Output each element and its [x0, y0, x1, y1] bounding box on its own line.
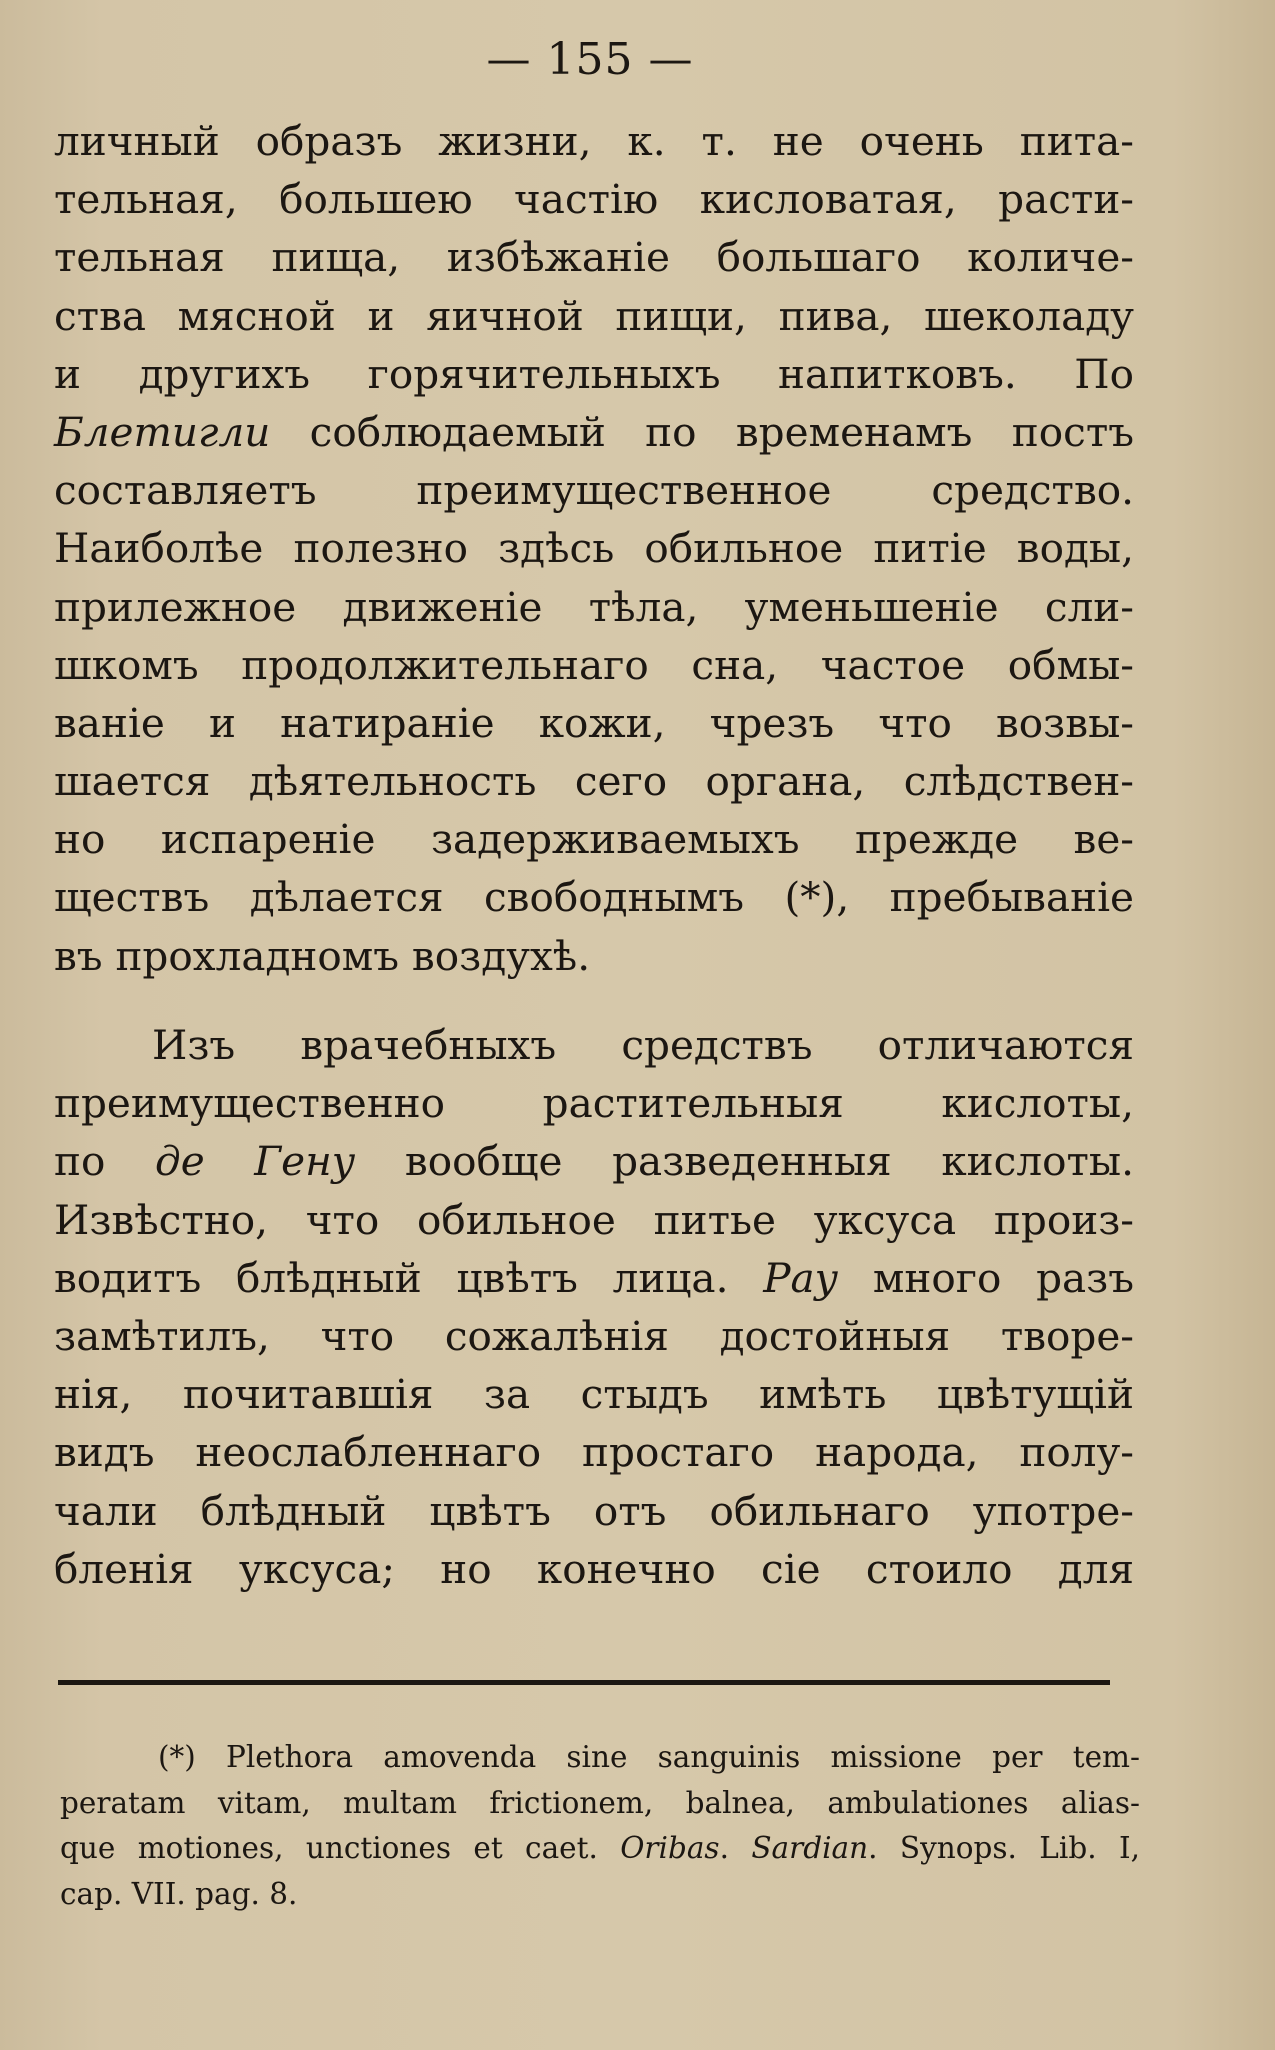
- text-line: ществъ дѣлается свободнымъ (*), пребываніе: [54, 873, 1134, 922]
- text-line: [54, 403, 1134, 461]
- footnote-line: (*) Plethora amovenda sine sanguinis missione per tem-: [158, 1740, 1140, 1774]
- text-line: чали блѣдный цвѣтъ отъ обильнаго употре-: [54, 1486, 1134, 1535]
- author-name: де Гену: [155, 1137, 356, 1186]
- text-fragment: .: [719, 1831, 752, 1865]
- footnote: [60, 1735, 1140, 1917]
- author-name: Блетигли: [54, 407, 271, 456]
- text-line: шкомъ продолжительнаго сна, частое обмы-: [54, 640, 1134, 689]
- text-line: но испареніе задерживаемыхъ прежде ве-: [54, 815, 1134, 864]
- text-line: [54, 1132, 1134, 1190]
- paragraph-2: [54, 1016, 1134, 1598]
- text-fragment: водитъ блѣдный цвѣтъ лица.: [54, 1253, 764, 1302]
- footnote-line: peratam vitam, multam frictionem, balnea, ambulationes alias-: [60, 1785, 1140, 1820]
- citation-author: Oribas: [620, 1831, 720, 1865]
- text-fragment: que motiones, unctiones et caet.: [60, 1831, 621, 1865]
- text-line: [54, 1249, 1134, 1307]
- text-line: нія, почитавшія за стыдъ имѣть цвѣтущій: [54, 1370, 1134, 1419]
- text-line: ства мясной и яичной пищи, пива, шеколаду: [54, 291, 1134, 340]
- footnote-line: [60, 1826, 1140, 1872]
- text-line: преимущественно растительныя кислоты,: [54, 1079, 1134, 1128]
- text-line: видъ неослабленнаго простаго народа, полу-: [54, 1428, 1134, 1477]
- text-fragment: много разъ: [838, 1253, 1134, 1302]
- text-line: Извѣстно, что обильное питье уксуса произ-: [54, 1195, 1134, 1244]
- author-name: Рау: [763, 1253, 839, 1302]
- text-fragment: вообще разведенныя кислоты.: [355, 1137, 1134, 1186]
- text-line: тельная пища, избѣжаніе большаго количе-: [54, 233, 1134, 282]
- text-line: и другихъ горячительныхъ напитковъ. По: [54, 349, 1134, 398]
- text-line: бленія уксуса; но конечно сіе стоило для: [54, 1544, 1134, 1593]
- text-line: Наиболѣе полезно здѣсь обильное питіе воды,: [54, 524, 1134, 573]
- text-line: Изъ врачебныхъ средствъ отличаются: [152, 1021, 1134, 1069]
- text-line: въ прохладномъ воздухѣ.: [54, 931, 591, 980]
- text-line: составляетъ преимущественное средство.: [54, 466, 1134, 515]
- footnote-line: cap. VII. pag. 8.: [60, 1876, 298, 1911]
- footnote-divider: [58, 1680, 1110, 1685]
- citation-author: Sardian: [751, 1831, 869, 1865]
- text-line: личный образъ жизни, к. т. не очень пита-: [54, 117, 1134, 165]
- text-line: замѣтилъ, что сожалѣнія достойныя творе-: [54, 1311, 1134, 1360]
- text-line: ваніе и натираніе кожи, чрезъ что возвы-: [54, 698, 1134, 747]
- page-number: — 155 —: [486, 34, 694, 85]
- text-line: тельная, большею частію кисловатая, расти-: [54, 175, 1134, 224]
- paragraph-1: [54, 112, 1134, 985]
- text-fragment: по: [54, 1137, 156, 1186]
- text-line: прилежное движеніе тѣла, уменьшеніе сли-: [54, 582, 1134, 631]
- text-fragment: . Synops. Lib. I,: [868, 1831, 1140, 1865]
- text-line: шается дѣятельность сего органа, слѣдствен-: [54, 757, 1134, 806]
- text-fragment: соблюдаемый по временамъ постъ: [270, 407, 1134, 456]
